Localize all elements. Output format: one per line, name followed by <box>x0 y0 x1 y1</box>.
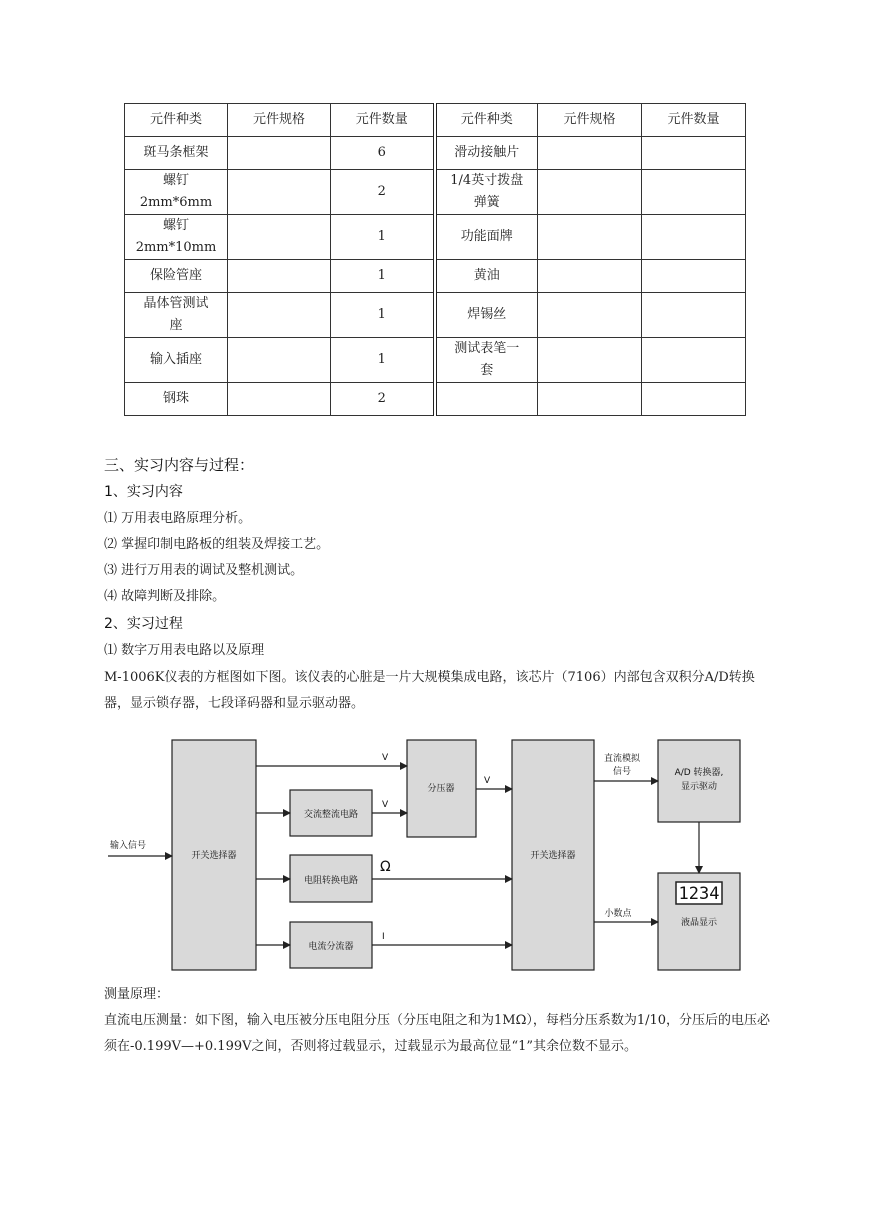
table-cell: 功能面牌 <box>435 215 538 260</box>
table-cell: 螺钉 2mm*10mm <box>125 215 228 260</box>
table-row <box>125 383 746 416</box>
table-cell: 6 <box>331 137 435 170</box>
table-cell <box>228 338 331 383</box>
table-cell: 斑马条框架 <box>125 137 228 170</box>
table-cell: 1 <box>331 338 435 383</box>
divider-label: 分压器 <box>427 784 455 794</box>
header-cell: 元件规格 <box>538 104 642 137</box>
subsection-heading: 2、实习过程 <box>104 616 183 632</box>
table-cell <box>538 215 642 260</box>
table-cell: 2 <box>331 170 435 215</box>
v-top-label: V <box>382 753 389 763</box>
table-cell <box>642 137 746 170</box>
table-cell <box>642 338 746 383</box>
list-item: ⑵ 掌握印制电路板的组装及焊接工艺。 <box>104 537 330 552</box>
parts-table <box>124 103 746 416</box>
table-row <box>125 215 746 260</box>
table-cell <box>228 293 331 338</box>
table-cell <box>538 383 642 416</box>
section-heading: 三、实习内容与过程： <box>104 456 255 474</box>
table-cell <box>435 383 538 416</box>
table-row <box>125 260 746 293</box>
header-cell: 元件数量 <box>331 104 435 137</box>
list-item: ⑶ 进行万用表的调试及整机测试。 <box>104 563 304 578</box>
table-cell: 1 <box>331 215 435 260</box>
table-cell: 1/4英寸拨盘 弹簧 <box>435 170 538 215</box>
table-cell <box>538 170 642 215</box>
subsection-heading: 1、实习内容 <box>104 484 183 500</box>
table-cell: 保险管座 <box>125 260 228 293</box>
table-header-row <box>125 104 746 137</box>
table-cell <box>642 170 746 215</box>
table-cell <box>228 260 331 293</box>
table-cell <box>228 383 331 416</box>
table-row <box>125 137 746 170</box>
table-cell <box>538 293 642 338</box>
process-item: ⑴ 数字万用表电路以及原理 <box>104 643 265 658</box>
switch-right-label: 开关选择器 <box>530 851 576 861</box>
current-label: 电流分流器 <box>308 942 354 952</box>
header-cell: 元件数量 <box>642 104 746 137</box>
table-cell <box>642 293 746 338</box>
table-cell <box>228 170 331 215</box>
table-cell: 1 <box>331 260 435 293</box>
table-cell: 测试表笔一 套 <box>435 338 538 383</box>
table-cell: 焊锡丝 <box>435 293 538 338</box>
table-cell: 晶体管测试 座 <box>125 293 228 338</box>
adc-label-line2: 显示驱动 <box>680 782 718 792</box>
ohm-label: Ω <box>380 859 391 875</box>
decimal-point-label: 小数点 <box>604 909 632 919</box>
lcd-digits: 1234 <box>678 884 720 904</box>
principle-heading: 测量原理： <box>104 987 170 1002</box>
list-item: ⑴ 万用表电路原理分析。 <box>104 511 252 526</box>
table-cell: 螺钉 2mm*6mm <box>125 170 228 215</box>
header-cell: 元件种类 <box>435 104 538 137</box>
table-cell <box>538 137 642 170</box>
table-cell: 1 <box>331 293 435 338</box>
table-cell: 2 <box>331 383 435 416</box>
table-cell <box>642 260 746 293</box>
input-signal-label: 输入信号 <box>110 841 147 851</box>
table-cell: 黄油 <box>435 260 538 293</box>
table-cell <box>538 260 642 293</box>
table-cell <box>228 137 331 170</box>
intro-paragraph: M-1006K仪表的方框图如下图。该仪表的心脏是一片大规模集成电路，该芯片（7106）内部包含双积分A/D转换器，显示锁存器，七段译码器和显示驱动器。 <box>104 670 755 711</box>
dc-analog-label-line2: 信号 <box>612 767 632 777</box>
table-cell: 滑动接触片 <box>435 137 538 170</box>
resistance-label: 电阻转换电路 <box>303 876 359 886</box>
v-out-label: V <box>484 776 491 786</box>
table-cell: 钢珠 <box>125 383 228 416</box>
principle-paragraph: 直流电压测量：如下图，输入电压被分压电阻分压（分压电阻之和为1MΩ），每档分压系数为1/10，分压后的电压必须在-0.199V—+0.199V之间，否则将过载显示，过载显示为最高位显“1”其余位数不显示。 <box>104 1013 771 1054</box>
table-cell <box>642 383 746 416</box>
dc-analog-label-line1: 直流模拟 <box>603 754 641 764</box>
table-cell <box>538 338 642 383</box>
current-symbol-label: I <box>382 932 385 942</box>
adc-box <box>658 740 740 822</box>
v-ac-label: V <box>382 800 389 810</box>
header-cell: 元件种类 <box>125 104 228 137</box>
table-row <box>125 338 746 383</box>
table-row <box>125 293 746 338</box>
switch-left-label: 开关选择器 <box>191 851 237 861</box>
table-cell <box>642 215 746 260</box>
list-item: ⑷ 故障判断及排除。 <box>104 589 226 604</box>
table-row <box>125 170 746 215</box>
lcd-label: 液晶显示 <box>680 918 718 928</box>
table-cell: 输入插座 <box>125 338 228 383</box>
table-cell <box>228 215 331 260</box>
adc-label-line1: A/D 转换器, <box>674 768 724 778</box>
ac-rectifier-label: 交流整流电路 <box>303 810 359 820</box>
header-cell: 元件规格 <box>228 104 331 137</box>
block-diagram <box>104 732 754 978</box>
